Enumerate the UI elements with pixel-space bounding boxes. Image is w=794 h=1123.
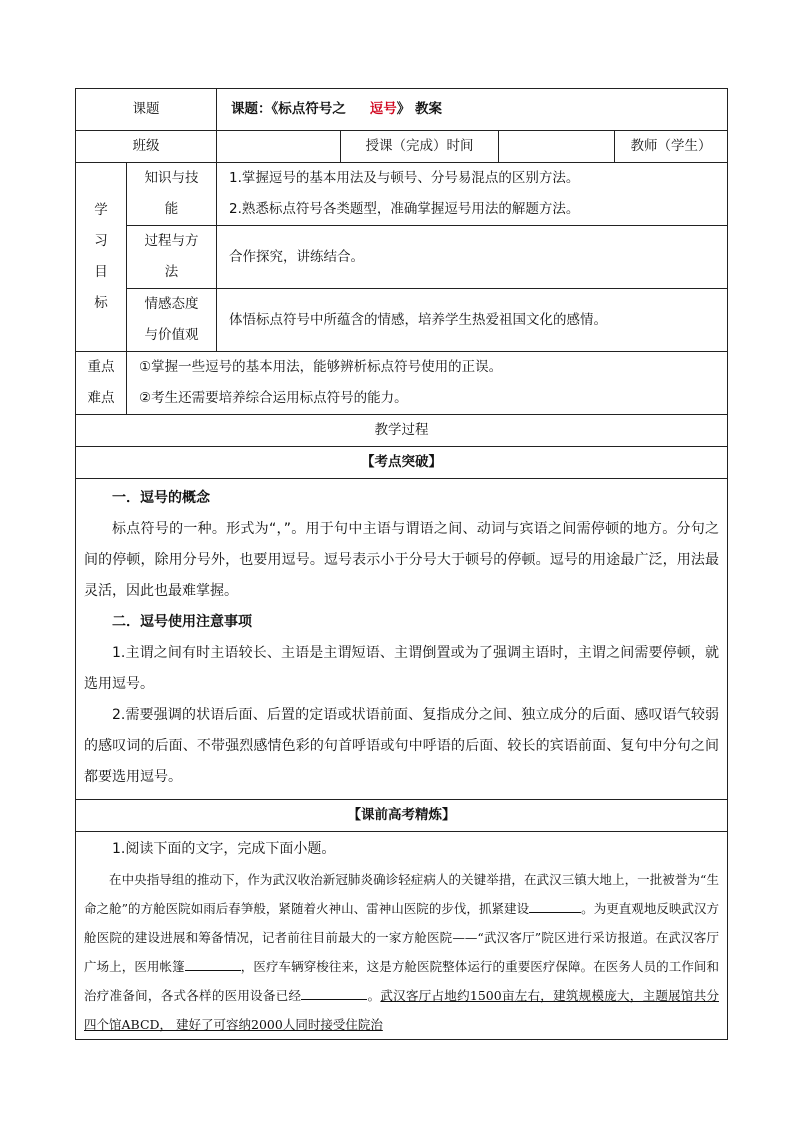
time-label: 授课（完成）时间 xyxy=(341,131,499,163)
section2-body xyxy=(76,832,728,1040)
time-value xyxy=(499,131,615,163)
topic-highlight: 逗号 xyxy=(369,101,397,117)
section1-title: 【考点突破】 xyxy=(76,447,728,479)
objective-content-emotion: 体悟标点符号中所蕴含的情感，培养学生热爱祖国文化的感情。 xyxy=(217,289,728,352)
class-value xyxy=(217,131,341,163)
section2-body-row xyxy=(76,832,728,1040)
key-points-label: 重点 难点 xyxy=(76,352,127,415)
objective-row-process xyxy=(76,226,728,289)
key-points-row xyxy=(76,352,728,415)
objective-row-knowledge xyxy=(76,163,728,226)
class-label: 班级 xyxy=(76,131,217,163)
reading-passage: 在中央指导组的推动下，作为武汉收治新冠肺炎确诊轻症病人的关键举措，在武汉三镇大地上，一批被誉为“生命之舱”的方舱医院如雨后春笋般，紧随着火神山、雷神山医院的步伐，抓紧建设 。为更直观地反映武汉方舱医院的建设进展和筹备情况，记者前往目前最大的一家方舱医院——“武汉客厅”院区进行采访报道。在武汉客厅广场上，医用帐篷 ，医疗车辆穿梭往来，这是方舱医院整体运行的重要医疗保障。在医务人员的工作间和治疗准备间，各式各样的医用设备已经 。武汉客厅占地约1500亩左右，建筑规模庞大，主题展馆共分四个馆ABCD， 建好了可容纳2000人同时接受住院治 xyxy=(84,872,720,1032)
objectives-group-label: 学 习 目 标 xyxy=(76,163,127,352)
objective-label-process: 过程与方 法 xyxy=(127,226,217,289)
paragraph-concept: 标点符号的一种。形式为“，”。用于句中主语与谓语之间、动词与宾语之间需停顿的地方。分句之间的停顿，除用分号外，也要用逗号。逗号表示小于分号大于顿号的停顿。逗号的用途最广泛，用法最灵活，因此也最难掌握。 xyxy=(84,521,720,599)
section1-title-row xyxy=(76,447,728,479)
topic-label: 课题 xyxy=(76,89,217,131)
objective-content-process: 合作探究，讲练结合。 xyxy=(217,226,728,289)
process-title-row xyxy=(76,415,728,447)
section1-body xyxy=(76,479,728,800)
underlined-sentence: 武汉客厅占地约1500亩左右，建筑规模庞大，主题展馆共分四个馆ABCD， 建好了可容纳2000人同时接受住院治 xyxy=(84,988,719,1032)
teacher-label: 教师（学生） xyxy=(615,131,728,163)
answer-blank-1[interactable] xyxy=(529,900,581,913)
topic-row xyxy=(76,89,728,131)
paragraph-note-1: 1.主谓之间有时主语较长、主语是主谓短语、主谓倒置或为了强调主语时，主谓之间需要停顿，就选用逗号。 xyxy=(84,645,720,692)
process-title: 教学过程 xyxy=(76,415,728,447)
heading-notes: 二．逗号使用注意事项 xyxy=(112,614,252,630)
class-row xyxy=(76,131,728,163)
answer-blank-3[interactable] xyxy=(301,987,367,1000)
key-points-content: ①掌握一些逗号的基本用法，能够辨析标点符号使用的正误。 ②考生还需要培养综合运用标点符号的能力。 xyxy=(127,352,728,415)
answer-blank-2[interactable] xyxy=(185,958,241,971)
section2-title-row xyxy=(76,800,728,832)
section2-title: 【课前高考精炼】 xyxy=(76,800,728,832)
objective-row-emotion xyxy=(76,289,728,352)
section1-body-row xyxy=(76,479,728,800)
objective-label-emotion: 情感态度 与价值观 xyxy=(127,289,217,352)
objective-content-knowledge: 1.掌握逗号的基本用法及与顿号、分号易混点的区别方法。 2.熟悉标点符号各类题型，准确掌握逗号用法的解题方法。 xyxy=(217,163,728,226)
lesson-plan-table xyxy=(75,88,728,1040)
topic-title: 课题：《标点符号之 逗号》 教案 xyxy=(217,89,728,131)
heading-concept: 一．逗号的概念 xyxy=(112,490,210,506)
question-1: 1.阅读下面的文字，完成下面小题。 xyxy=(112,841,336,857)
paragraph-note-2: 2.需要强调的状语后面、后置的定语或状语前面、复指成分之间、独立成分的后面、感叹语气较弱的感叹词的后面、不带强烈感情色彩的句首呼语或句中呼语的后面、较长的宾语前面、复句中分句之间都要选用逗号。 xyxy=(84,707,720,785)
objective-label-knowledge: 知识与技 能 xyxy=(127,163,217,226)
